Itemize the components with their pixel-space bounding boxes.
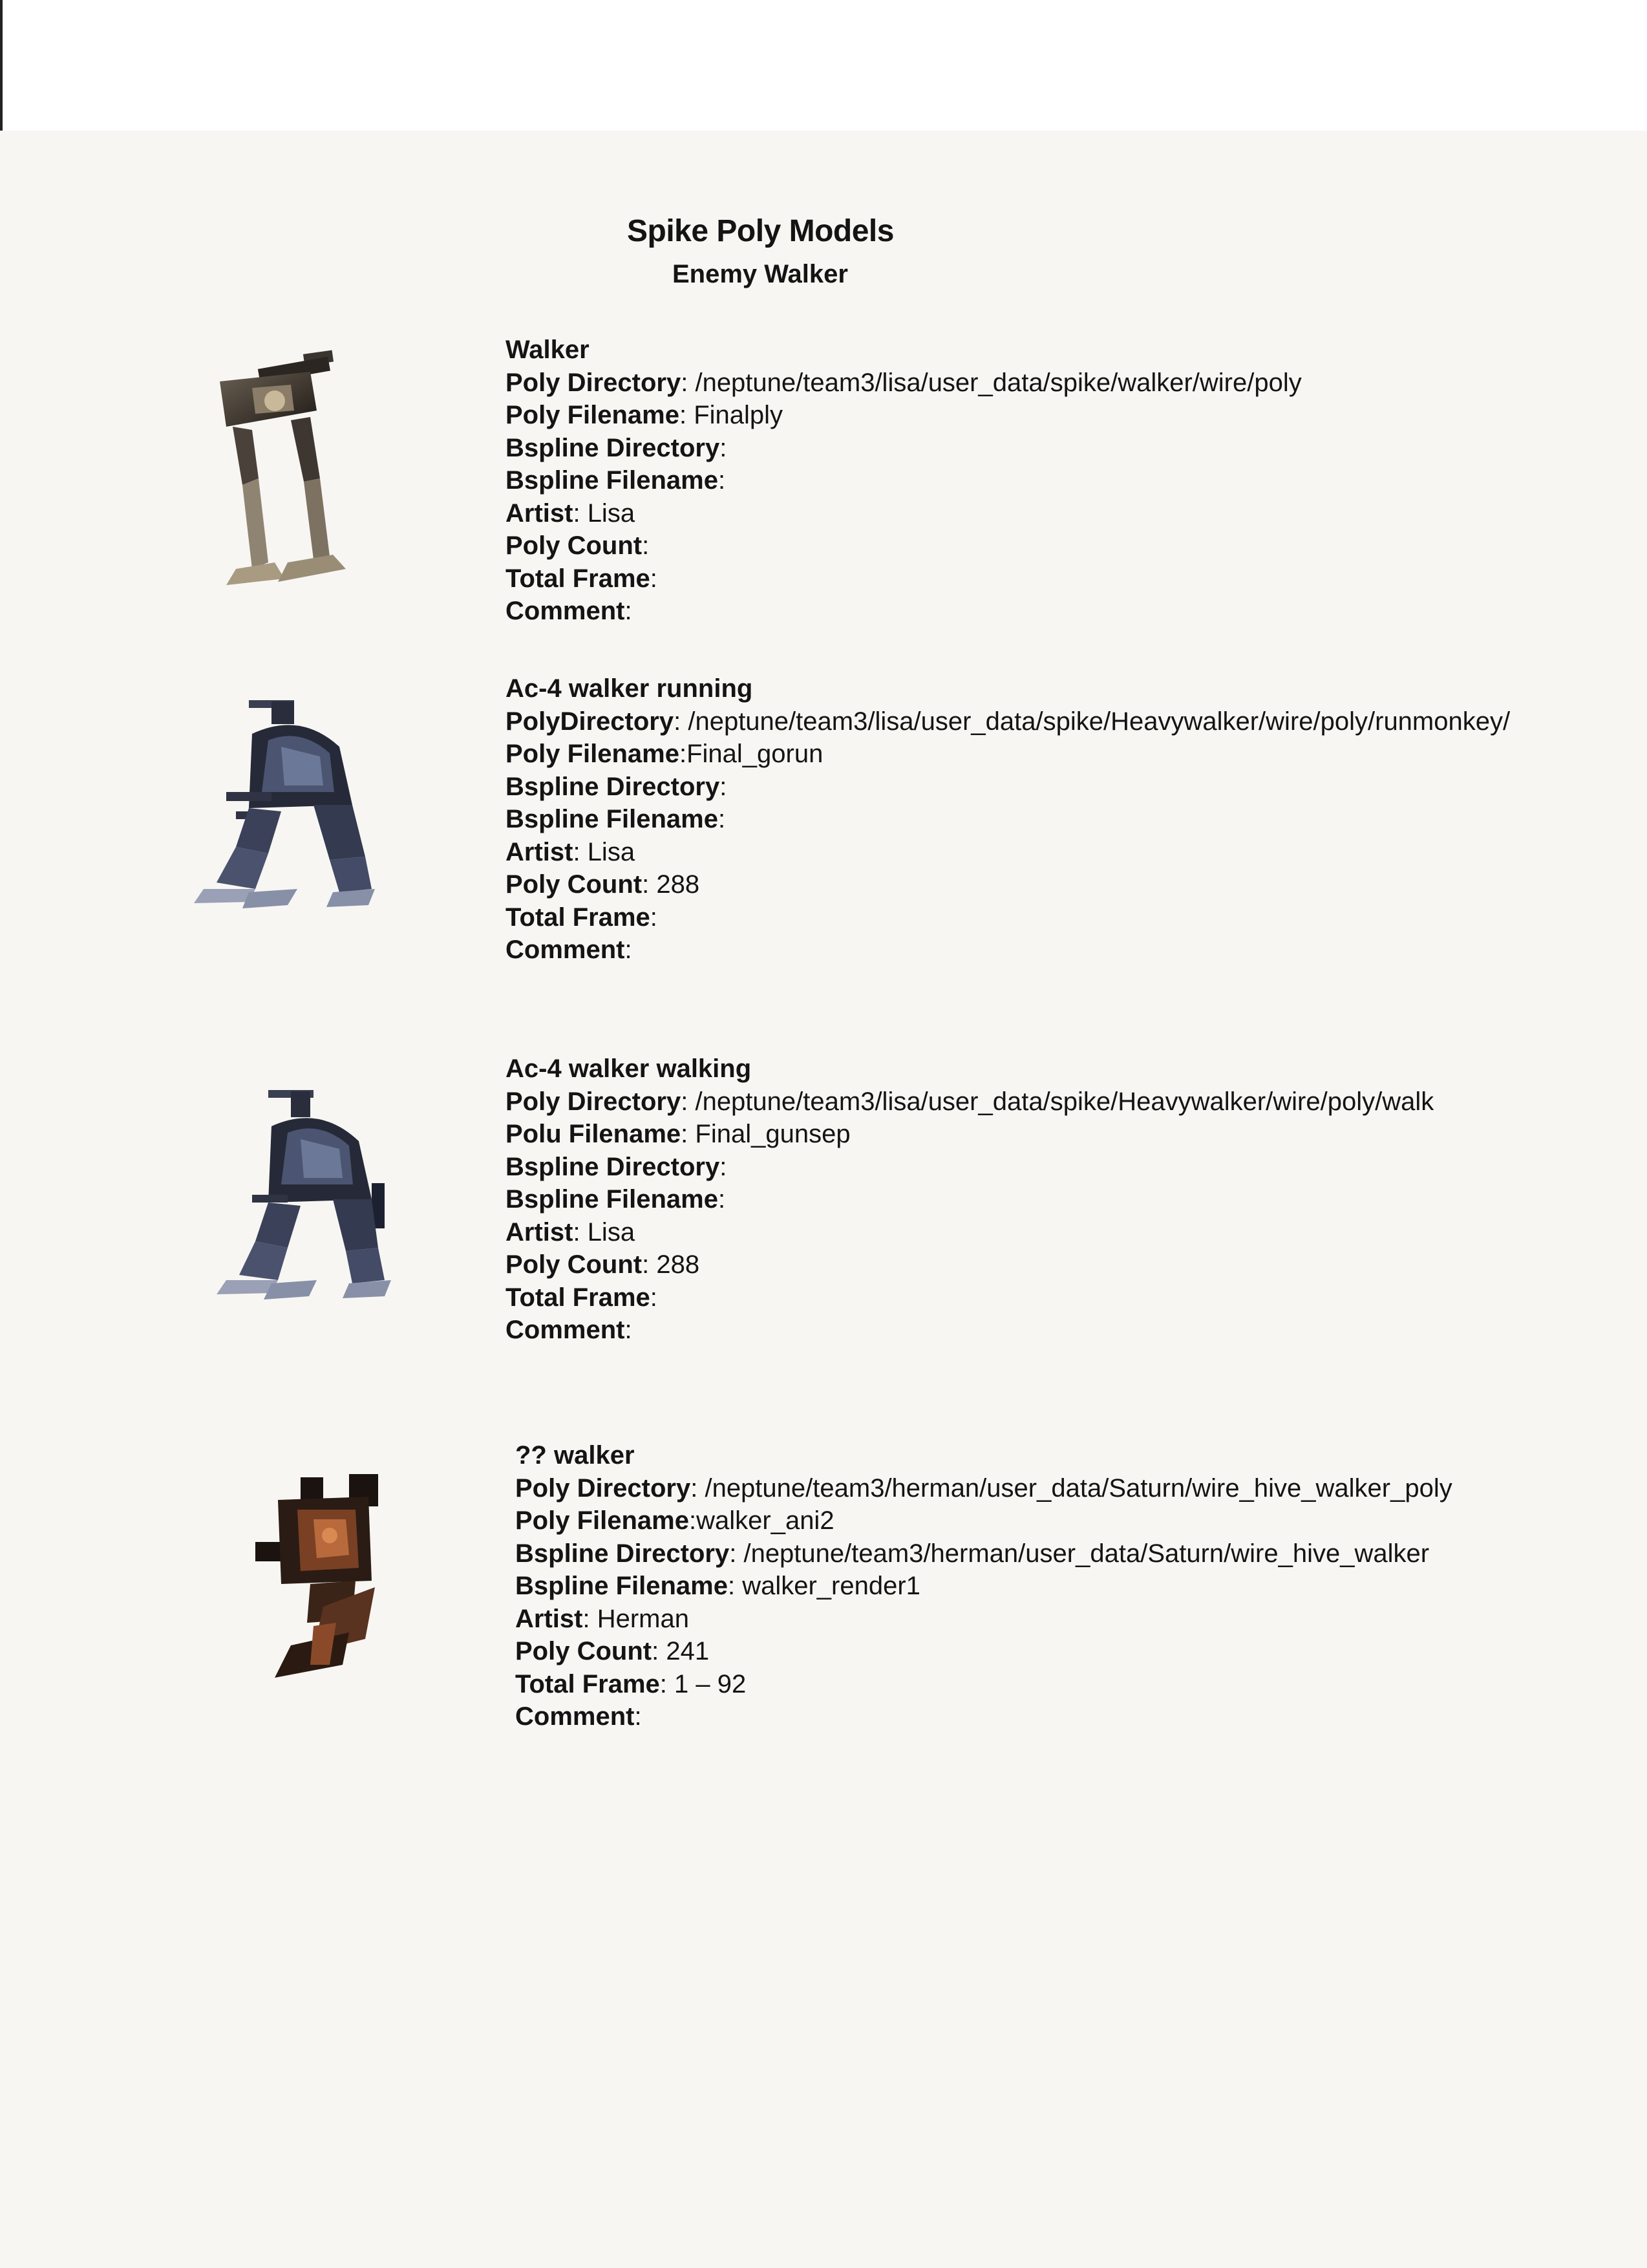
field-sep: :: [688, 1506, 697, 1535]
field-artist: [505, 1216, 1434, 1249]
bipedal-walker-icon: [213, 349, 368, 614]
field-bspline-filename: [505, 464, 1302, 497]
field-value: 288: [656, 1250, 700, 1279]
field-sep: :: [681, 1087, 696, 1116]
field-value: 241: [666, 1637, 710, 1665]
field-total-frame: [505, 562, 1302, 595]
field-label: Total Frame: [505, 903, 650, 932]
document-title: Spike Poly Models: [627, 214, 894, 248]
field-polu-filename: [505, 1118, 1434, 1151]
field-label: Comment: [505, 597, 625, 625]
field-poly-directory: [505, 705, 1510, 738]
field-artist: [515, 1603, 1452, 1636]
field-sep: :: [642, 531, 650, 560]
field-value: Final_gorun: [686, 740, 824, 768]
field-sep: :: [650, 903, 657, 932]
field-sep: :: [650, 564, 657, 593]
field-bspline-directory: [505, 1151, 1434, 1184]
field-value: Lisa: [587, 498, 635, 528]
field-label: Total Frame: [505, 564, 650, 593]
field-label: Artist: [505, 498, 573, 528]
field-bspline-filename: [505, 803, 1510, 836]
field-label: Bspline Directory: [505, 772, 720, 801]
field-value: Final_gunsep: [695, 1120, 851, 1148]
field-sep: :: [634, 1702, 642, 1731]
field-value: 1 – 92: [674, 1669, 747, 1698]
field-label: Bspline Filename: [505, 805, 718, 833]
field-value: /neptune/team3/herman/user_data/Saturn/wire_hive_walker_poly: [705, 1473, 1452, 1503]
field-sep: :: [719, 433, 727, 462]
field-sep: :: [690, 1473, 705, 1503]
field-sep: :: [582, 1604, 597, 1633]
field-label: Poly Filename: [505, 401, 679, 429]
field-value: /neptune/team3/herman/user_data/Saturn/wire_hive_walker: [743, 1539, 1430, 1568]
entry-name: ?? walker: [515, 1441, 635, 1470]
field-value: 288: [656, 870, 700, 899]
field-sep: :: [650, 1283, 657, 1312]
field-sep: :: [719, 772, 727, 801]
field-label: Comment: [505, 1316, 625, 1344]
heavy-walker-walking-icon: [207, 1086, 430, 1309]
field-label: Poly Count: [505, 531, 643, 560]
model-entry-ac4-running: [505, 672, 1510, 967]
field-poly-directory: [505, 1086, 1434, 1118]
field-total-frame: [505, 1281, 1434, 1314]
field-sep: :: [717, 805, 726, 833]
field-sep: :: [652, 1637, 666, 1665]
field-poly-count: [515, 1635, 1452, 1668]
field-sep: :: [681, 368, 696, 397]
field-poly-directory: [515, 1472, 1452, 1505]
field-label: PolyDirectory: [505, 707, 674, 736]
field-sep: :: [624, 1316, 632, 1344]
scan-edge-line: [0, 0, 3, 131]
field-poly-filename: [515, 1504, 1452, 1537]
field-comment: [505, 595, 1302, 628]
field-sep: :: [679, 740, 687, 768]
field-poly-count: [505, 530, 1302, 562]
field-label: Poly Count: [515, 1637, 652, 1665]
field-sep: :: [674, 707, 688, 736]
field-sep: :: [717, 1185, 726, 1214]
field-label: Artist: [515, 1604, 583, 1633]
field-label: Comment: [515, 1702, 635, 1731]
field-sep: :: [573, 1217, 588, 1246]
field-label: Artist: [505, 837, 573, 866]
field-bspline-directory: [515, 1537, 1452, 1570]
field-label: Bspline Directory: [515, 1539, 730, 1568]
field-sep: :: [624, 936, 632, 964]
scan-margin: [0, 0, 1647, 131]
field-sep: :: [624, 597, 632, 625]
field-bspline-directory: [505, 432, 1302, 465]
model-entry-walker: [505, 334, 1302, 628]
entry-name: Ac-4 walker running: [505, 674, 753, 703]
field-label: Bspline Directory: [505, 1152, 720, 1181]
entry-name: Ac-4 walker walking: [505, 1054, 752, 1083]
field-label: Comment: [505, 936, 625, 964]
field-poly-filename: [505, 399, 1302, 432]
field-label: Bspline Filename: [505, 466, 718, 495]
entry-name: Walker: [505, 336, 590, 364]
field-poly-filename: [505, 738, 1510, 771]
field-value: walker_ani2: [696, 1506, 834, 1535]
field-sep: :: [729, 1539, 744, 1568]
field-sep: :: [717, 466, 726, 495]
field-comment: [505, 1314, 1434, 1347]
field-label: Poly Filename: [505, 740, 679, 768]
field-sep: :: [727, 1572, 743, 1600]
field-label: Bspline Filename: [515, 1572, 728, 1600]
field-label: Poly Directory: [515, 1473, 691, 1503]
field-label: Poly Directory: [505, 1087, 681, 1116]
field-value: /neptune/team3/lisa/user_data/spike/Heavywalker/wire/poly/runmonkey/: [688, 707, 1511, 736]
field-comment: [505, 934, 1510, 967]
field-poly-count: [505, 1248, 1434, 1281]
field-sep: :: [679, 401, 694, 429]
field-value: Lisa: [587, 1217, 635, 1246]
field-artist: [505, 497, 1302, 530]
field-total-frame: [515, 1668, 1452, 1701]
field-value: Finalply: [694, 401, 783, 429]
model-entry-unknown-walker: [515, 1439, 1452, 1733]
field-label: Bspline Filename: [505, 1185, 718, 1214]
field-sep: :: [642, 1250, 657, 1279]
model-entry-ac4-walking: [505, 1053, 1434, 1347]
field-label: Artist: [505, 1217, 573, 1246]
field-label: Total Frame: [505, 1283, 650, 1312]
field-poly-directory: [505, 367, 1302, 400]
field-sep: :: [659, 1669, 674, 1698]
field-label: Poly Count: [505, 1250, 643, 1279]
field-sep: :: [573, 837, 588, 866]
field-label: Poly Directory: [505, 368, 681, 397]
document-subtitle: Enemy Walker: [672, 260, 848, 288]
field-value: /neptune/team3/lisa/user_data/spike/Heavywalker/wire/poly/walk: [695, 1087, 1434, 1116]
field-value: Lisa: [587, 837, 635, 866]
field-label: Total Frame: [515, 1669, 660, 1698]
field-value: Herman: [597, 1604, 689, 1633]
field-comment: [515, 1700, 1452, 1733]
field-label: Polu Filename: [505, 1120, 681, 1148]
field-value: walker_render1: [742, 1572, 920, 1600]
field-bspline-filename: [505, 1183, 1434, 1216]
field-label: Poly Count: [505, 870, 643, 899]
field-value: /neptune/team3/lisa/user_data/spike/walker/wire/poly: [695, 368, 1302, 397]
field-sep: :: [719, 1152, 727, 1181]
field-artist: [505, 836, 1510, 869]
field-label: Poly Filename: [515, 1506, 689, 1535]
field-sep: :: [573, 498, 588, 528]
field-sep: :: [681, 1120, 696, 1148]
field-label: Bspline Directory: [505, 433, 720, 462]
hive-walker-icon: [252, 1471, 391, 1691]
field-sep: :: [642, 870, 657, 899]
field-poly-count: [505, 868, 1510, 901]
heavy-walker-running-icon: [191, 695, 414, 918]
field-bspline-filename: [515, 1570, 1452, 1603]
field-bspline-directory: [505, 771, 1510, 804]
field-total-frame: [505, 901, 1510, 934]
